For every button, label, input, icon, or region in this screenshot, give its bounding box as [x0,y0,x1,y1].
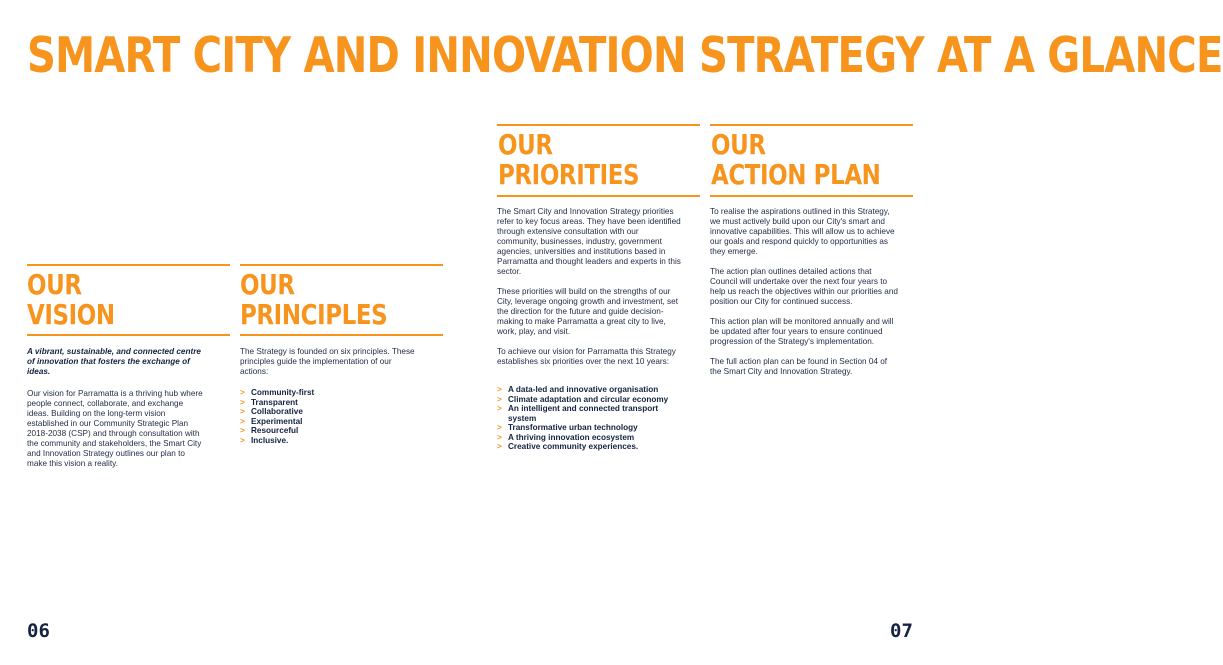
list-item: > Transformative urban technology [497,423,638,432]
action-plan-paragraph: This action plan will be monitored annually and will be updated after four years to ensure continued progression of the Strategy's implementation. [710,317,894,346]
page-title: SMART CITY AND INNOVATION STRATEGY AT A GLANCE [27,27,1223,84]
priorities-heading-line1: OUR [498,128,553,161]
principles-heading-line2: PRINCIPLES [240,298,388,331]
priorities-heading [498,130,670,190]
chevron-right-icon: > [497,423,502,432]
priorities-content [497,207,682,452]
vision-body: Our vision for Parramatta is a thriving hub where people connect, collaborate, and exchange ideas. Building on the long-term vision established in our Community Strategic Plan 2018-2038 (CSP) and through consultation with the community and stakeholders, the Smart City and Innovation Strategy outlines our plan to make this vision a reality. [27,389,203,468]
priorities-paragraph: To achieve our vision for Parramatta this Strategy establishes six priorities over the next 10 years: [497,347,676,366]
chevron-right-icon: > [497,394,502,404]
priorities-bottom-rule [497,195,700,197]
action-plan-content [710,207,900,387]
list-item: > Creative community experiences. [497,442,639,451]
list-item: > A thriving innovation ecosystem [497,432,635,442]
chevron-right-icon: > [240,407,245,416]
vision-content [27,347,207,469]
priorities-top-rule [497,124,700,126]
list-item: > Transparent [240,397,298,407]
chevron-right-icon: > [497,385,502,394]
action-plan-heading [711,130,918,190]
chevron-right-icon: > [240,388,245,397]
principles-heading-line1: OUR [240,268,295,301]
chevron-right-icon: > [240,416,245,426]
principles-bottom-rule [240,334,443,336]
action-plan-heading-line2: ACTION PLAN [711,158,881,191]
chevron-right-icon: > [240,435,245,445]
chevron-right-icon: > [497,442,502,451]
list-item: > Resourceful [240,426,299,435]
action-plan-top-rule [710,124,913,126]
list-item: > Experimental [240,416,303,426]
principles-heading [240,270,420,330]
list-item: > Climate adaptation and circular economy [497,394,669,404]
list-item: > Community-first [240,388,315,397]
chevron-right-icon: > [497,404,502,413]
action-plan-paragraph: The action plan outlines detailed actions that Council will undertake over the next four years to help us reach the objectives within our priorities and position our City for continued success. [710,267,898,306]
priorities-paragraph: The Smart City and Innovation Strategy priorities refer to key focus areas. They have been identified through extensive consultation with our community, businesses, industry, government agencies, universities and institutions based in Parramatta and thought leaders and experts in this sector. [497,207,681,276]
list-item: > Collaborative [240,407,303,416]
page-number-right: 07 [890,620,913,642]
vision-heading-line1: OUR [27,268,82,301]
priorities-heading-line2: PRIORITIES [498,158,640,191]
list-item: > Inclusive. [240,435,289,445]
vision-heading-line2: VISION [27,298,115,331]
vision-bottom-rule [27,334,230,336]
list-item: > A data-led and innovative organisation [497,385,659,394]
priorities-list [497,385,682,452]
vision-top-rule [27,264,230,266]
vision-heading [27,270,134,330]
action-plan-paragraph: To realise the aspirations outlined in this Strategy, we must actively build upon our City's smart and innovative capabilities. This will allow us to achieve our goals and respond quickly to opportunities as they emerge. [710,207,895,256]
action-plan-paragraph: The full action plan can be found in Section 04 of the Smart City and Innovation Strategy. [710,357,888,376]
priorities-paragraph: These priorities will build on the strengths of our City, leverage ongoing growth and investment, set the direction for the future and guide decision-making to make Parramatta a great city to live, work, play, and visit. [497,287,678,336]
vision-intro: A vibrant, sustainable, and connected centre of innovation that fosters the exchange of ideas. [27,347,201,376]
principles-list [240,388,418,445]
chevron-right-icon: > [240,426,245,435]
list-item: > An intelligent and connected transport system [497,404,659,423]
chevron-right-icon: > [497,432,502,442]
principles-top-rule [240,264,443,266]
action-plan-bottom-rule [710,195,913,197]
page-number-left: 06 [27,620,50,642]
principles-content [240,347,418,445]
chevron-right-icon: > [240,397,245,407]
action-plan-heading-line1: OUR [711,128,766,161]
principles-intro: The Strategy is founded on six principles. These principles guide the implementation of our actions: [240,347,415,376]
